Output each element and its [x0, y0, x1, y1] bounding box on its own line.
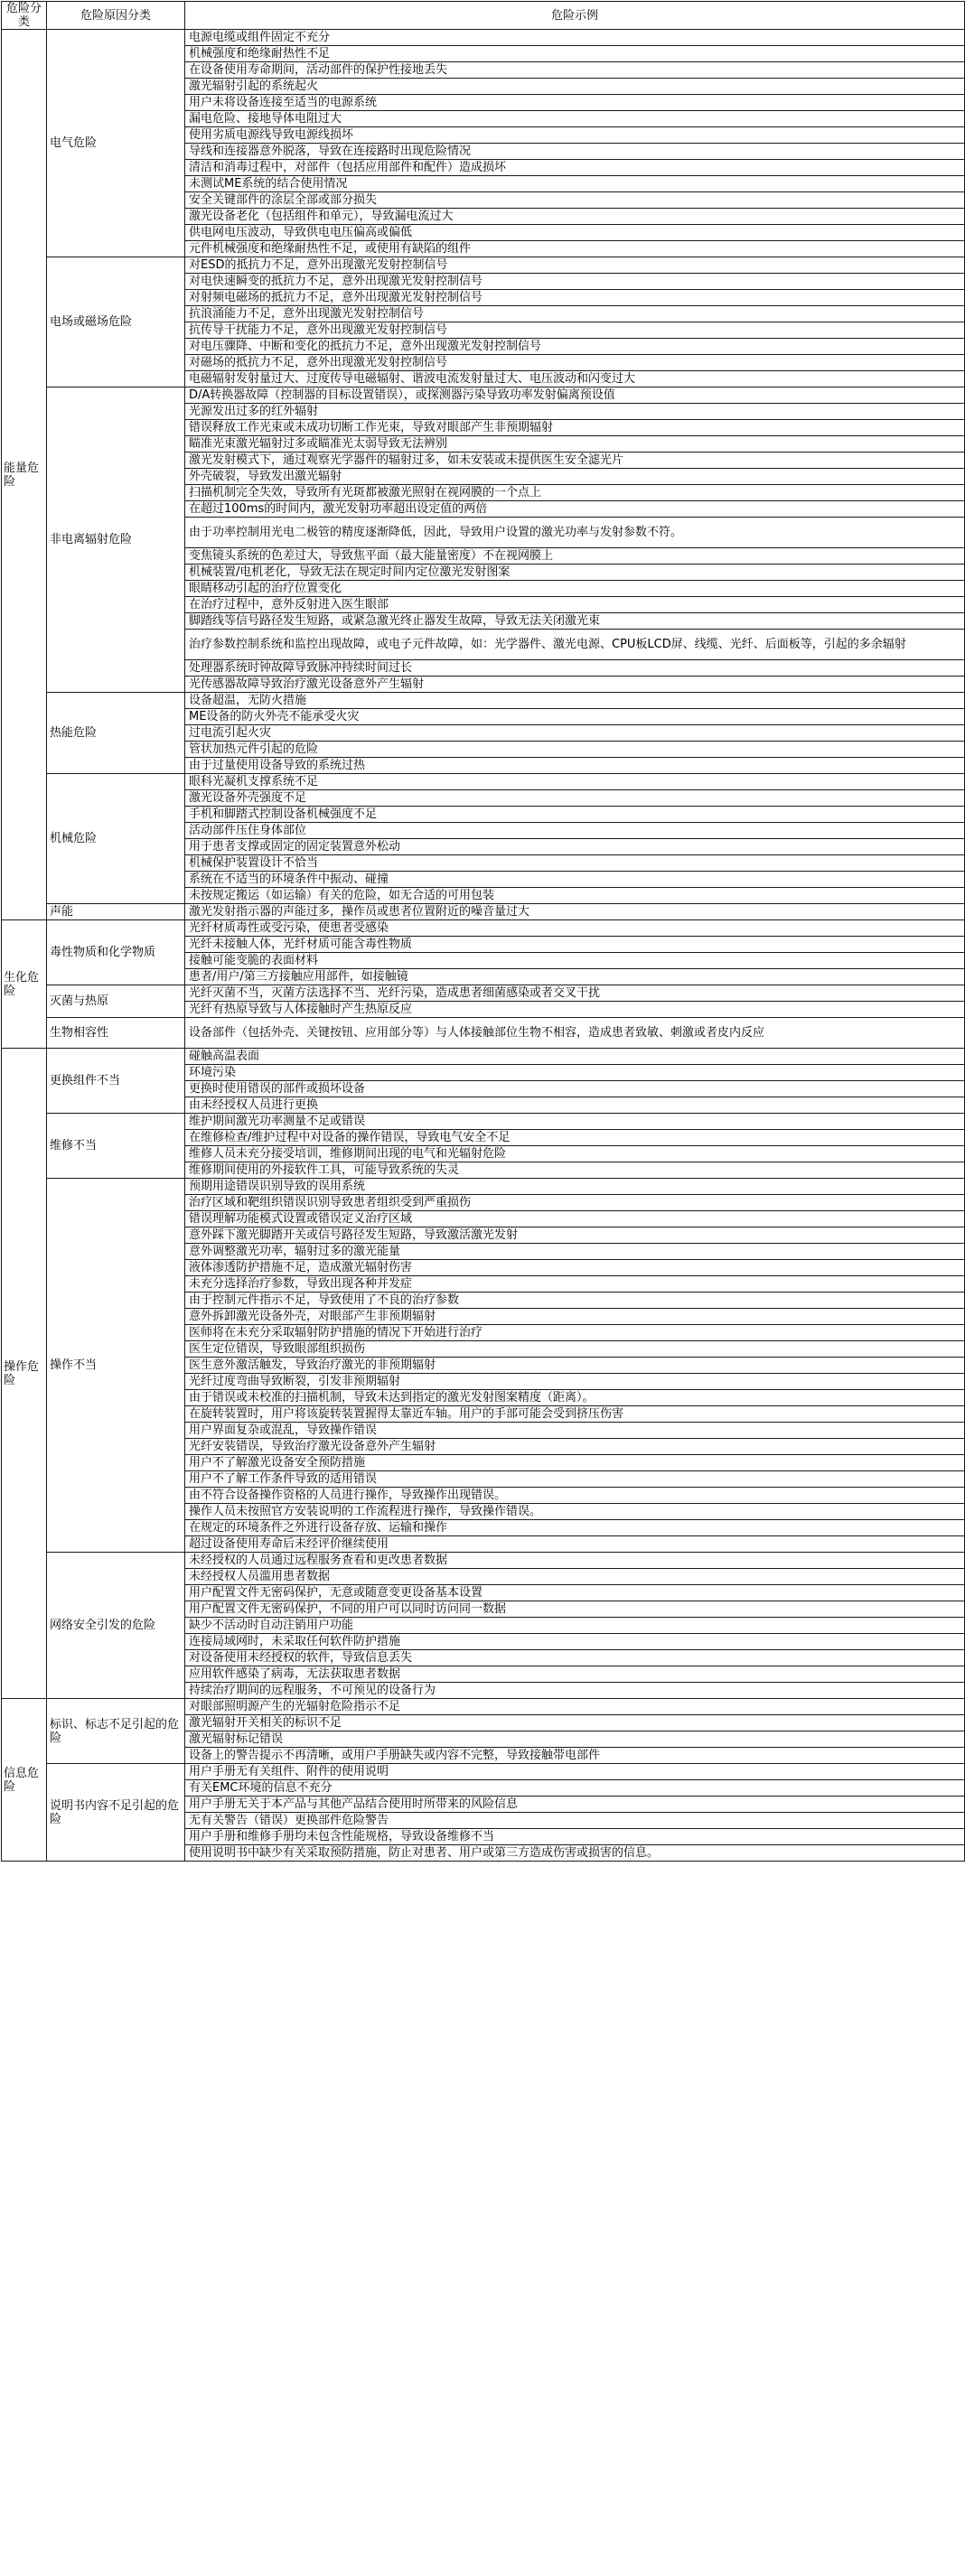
hazard-example-cell: 由未经授权人员进行更换	[185, 1097, 965, 1114]
hazard-example-cell: 在维修检查/维护过程中对设备的操作错误，导致电气安全不足	[185, 1130, 965, 1146]
hazard-table	[1, 1, 965, 1862]
header-row	[2, 2, 965, 30]
hazard-example-cell: 元件机械强度和绝缘耐热性不足，或使用有缺陷的组件	[185, 241, 965, 257]
hazard-example-cell: 用户手册无关于本产品与其他产品结合使用时所带来的风险信息	[185, 1797, 965, 1813]
hazard-example-cell: 用户手册和维修手册均未包含性能规格，导致设备维修不当	[185, 1829, 965, 1845]
hazard-example-cell: 未测试ME系统的结合使用情况	[185, 176, 965, 192]
hazard-example-cell: 过电流引起火灾	[185, 725, 965, 742]
table-row	[2, 920, 965, 937]
cause-category-cell: 电气危险	[47, 30, 185, 257]
hazard-example-cell: 在治疗过程中，意外反射进入医生眼部	[185, 597, 965, 613]
hazard-example-cell: 变焦镜头系统的色差过大，导致焦平面（最大能量密度）不在视网膜上	[185, 548, 965, 565]
cause-category-cell: 更换组件不当	[47, 1049, 185, 1114]
hazard-example-cell: 设备部件（包括外壳、关键按钮、应用部分等）与人体接触部位生物不相容，造成患者致敏、刺激或者皮内反应	[185, 1018, 965, 1049]
hazard-example-cell: 供电网电压波动，导致供电电压偏高或偏低	[185, 225, 965, 241]
table-row	[2, 693, 965, 709]
header-hazard-category: 危险分类	[2, 2, 47, 30]
hazard-example-cell: 外壳破裂，导致发出激光辐射	[185, 469, 965, 485]
hazard-example-cell: 患者/用户/第三方接触应用部件，如接触镜	[185, 969, 965, 985]
hazard-example-cell: 活动部件压住身体部位	[185, 823, 965, 839]
table-body	[2, 30, 965, 1862]
hazard-example-cell: 对电快速瞬变的抵抗力不足，意外出现激光发射控制信号	[185, 274, 965, 290]
hazard-example-cell: 未经授权的人员通过远程服务查看和更改患者数据	[185, 1553, 965, 1569]
table-row	[2, 1699, 965, 1715]
hazard-example-cell: 用户未将设备连接至适当的电源系统	[185, 95, 965, 111]
hazard-example-cell: 对射频电磁场的抵抗力不足，意外出现激光发射控制信号	[185, 290, 965, 306]
hazard-example-cell: 光纤未接触人体，光纤材质可能含毒性物质	[185, 937, 965, 953]
hazard-example-cell: 更换时使用错误的部件或损坏设备	[185, 1081, 965, 1097]
hazard-category-cell: 生化危险	[2, 920, 47, 1049]
hazard-example-cell: 未经授权人员滥用患者数据	[185, 1569, 965, 1585]
table-row	[2, 1553, 965, 1569]
hazard-example-cell: 机械装置/电机老化，导致无法在规定时间内定位激光发射图案	[185, 565, 965, 581]
hazard-example-cell: 维修人员未充分接受培训，维修期间出现的电气和光辐射危险	[185, 1146, 965, 1162]
hazard-example-cell: 医师将在未充分采取辐射防护措施的情况下开始进行治疗	[185, 1325, 965, 1341]
hazard-example-cell: 意外拆卸激光设备外壳，对眼部产生非预期辐射	[185, 1309, 965, 1325]
cause-category-cell: 非电离辐射危险	[47, 387, 185, 693]
hazard-example-cell: 光纤灭菌不当，灭菌方法选择不当、光纤污染，造成患者细菌感染或者交叉干扰	[185, 985, 965, 1002]
hazard-example-cell: 对磁场的抵抗力不足，意外出现激光发射控制信号	[185, 355, 965, 371]
hazard-example-cell: 维护期间激光功率测量不足或错误	[185, 1114, 965, 1130]
cause-category-cell: 标识、标志不足引起的危险	[47, 1699, 185, 1764]
hazard-example-cell: 未充分选择治疗参数，导致出现各种并发症	[185, 1276, 965, 1293]
cause-category-cell: 热能危险	[47, 693, 185, 774]
hazard-example-cell: 清洁和消毒过程中，对部件（包括应用部件和配件）造成损坏	[185, 160, 965, 176]
hazard-example-cell: 治疗区域和靶组织错误识别导致患者组织受到严重损伤	[185, 1195, 965, 1211]
hazard-example-cell: 扫描机制完全失效，导致所有光斑都被激光照射在视网膜的一个点上	[185, 485, 965, 501]
hazard-example-cell: 电源电缆或组件固定不充分	[185, 30, 965, 46]
hazard-example-cell: 无有关警告（错误）更换部件危险警告	[185, 1813, 965, 1829]
hazard-example-cell: 使用说明书中缺少有关采取预防措施，防止对患者、用户或第三方造成伤害或损害的信息。	[185, 1845, 965, 1862]
hazard-example-cell: 意外踩下激光脚踏开关或信号路径发生短路，导致激活激光发射	[185, 1227, 965, 1244]
hazard-example-cell: 抗浪涌能力不足，意外出现激光发射控制信号	[185, 306, 965, 322]
hazard-example-cell: 激光发射模式下，通过观察光学器件的辐射过多，如未安装或未提供医生安全滤光片	[185, 453, 965, 469]
hazard-example-cell: 光纤有热原导致与人体接触时产生热原反应	[185, 1002, 965, 1018]
hazard-example-cell: 在规定的环境条件之外进行设备存放、运输和操作	[185, 1520, 965, 1536]
table-row	[2, 387, 965, 404]
hazard-example-cell: 安全关键部件的涂层全部或部分损失	[185, 192, 965, 209]
hazard-example-cell: ME设备的防火外壳不能承受火灾	[185, 709, 965, 725]
hazard-example-cell: 手机和脚踏式控制设备机械强度不足	[185, 807, 965, 823]
table-row	[2, 774, 965, 790]
hazard-example-cell: 缺少不活动时自动注销用户功能	[185, 1618, 965, 1634]
hazard-example-cell: 管状加热元件引起的危险	[185, 742, 965, 758]
hazard-example-cell: 碰触高温表面	[185, 1049, 965, 1065]
hazard-example-cell: 对设备使用未经授权的软件，导致信息丢失	[185, 1650, 965, 1666]
hazard-example-cell: 治疗参数控制系统和监控出现故障，或电子元件故障，如：光学器件、激光电源、CPU板LCD屏、线缆、光纤、后面板等，引起的多余辐射	[185, 630, 965, 660]
cause-category-cell: 电场或磁场危险	[47, 257, 185, 387]
cause-category-cell: 生物相容性	[47, 1018, 185, 1049]
hazard-example-cell: 连接局域网时，未采取任何软件防护措施	[185, 1634, 965, 1650]
hazard-example-cell: 由于功率控制用光电二极管的精度逐渐降低，因此，导致用户设置的激光功率与发射参数不符。	[185, 518, 965, 548]
hazard-example-cell: 用户配置文件无密码保护，不同的用户可以同时访问同一数据	[185, 1601, 965, 1618]
hazard-example-cell: 导线和连接器意外脱落，导致在连接路时出现危险情况	[185, 144, 965, 160]
hazard-example-cell: 预期用途错误识别导致的误用系统	[185, 1179, 965, 1195]
table-row	[2, 904, 965, 920]
hazard-example-cell: 机械保护装置设计不恰当	[185, 855, 965, 872]
hazard-example-cell: 光源发出过多的红外辐射	[185, 404, 965, 420]
hazard-example-cell: 在旋转装置时，用户将该旋转装置握得太靠近车轴。用户的手部可能会受到挤压伤害	[185, 1406, 965, 1423]
hazard-example-cell: 设备超温，无防火措施	[185, 693, 965, 709]
hazard-example-cell: 对眼部照明源产生的光辐射危险指示不足	[185, 1699, 965, 1715]
hazard-example-cell: 系统在不适当的环境条件中振动、碰撞	[185, 872, 965, 888]
cause-category-cell: 灭菌与热原	[47, 985, 185, 1018]
table-row	[2, 1049, 965, 1065]
hazard-example-cell: 使用劣质电源线导致电源线损坏	[185, 127, 965, 144]
cause-category-cell: 操作不当	[47, 1179, 185, 1553]
cause-category-cell: 声能	[47, 904, 185, 920]
cause-category-cell: 说明书内容不足引起的危险	[47, 1764, 185, 1862]
table-row	[2, 257, 965, 274]
hazard-example-cell: 处理器系统时钟故障导致脉冲持续时间过长	[185, 660, 965, 677]
hazard-example-cell: 医生意外激活触发，导致治疗激光的非预期辐射	[185, 1358, 965, 1374]
hazard-example-cell: 眼睛移动引起的治疗位置变化	[185, 581, 965, 597]
hazard-example-cell: 液体渗透防护措施不足，造成激光辐射伤害	[185, 1260, 965, 1276]
hazard-example-cell: 由于控制元件指示不足，导致使用了不良的治疗参数	[185, 1293, 965, 1309]
hazard-example-cell: 在超过100ms的时间内，激光发射功率超出设定值的两倍	[185, 501, 965, 518]
hazard-example-cell: 漏电危险、接地导体电阻过大	[185, 111, 965, 127]
hazard-example-cell: 设备上的警告提示不再清晰，或用户手册缺失或内容不完整，导致接触带电部件	[185, 1748, 965, 1764]
hazard-example-cell: 激光设备外壳强度不足	[185, 790, 965, 807]
hazard-example-cell: 维修期间使用的外接软件工具，可能导致系统的失灵	[185, 1162, 965, 1179]
hazard-example-cell: 持续治疗期间的远程服务，不可预见的设备行为	[185, 1683, 965, 1699]
hazard-example-cell: 接触可能变脆的表面材料	[185, 953, 965, 969]
hazard-example-cell: 用户手册无有关组件、附件的使用说明	[185, 1764, 965, 1780]
hazard-example-cell: 激光设备老化（包括组件和单元），导致漏电流过大	[185, 209, 965, 225]
header-cause-category: 危险原因分类	[47, 2, 185, 30]
hazard-example-cell: 用户配置文件无密码保护，无意或随意变更设备基本设置	[185, 1585, 965, 1601]
hazard-example-cell: 错误释放工作光束或未成功切断工作光束，导致对眼部产生非预期辐射	[185, 420, 965, 436]
hazard-example-cell: 脚踏线等信号路径发生短路，或紧急激光终止器发生故障，导致无法关闭激光束	[185, 613, 965, 630]
hazard-example-cell: 激光发射指示器的声能过多，操作员或患者位置附近的噪音量过大	[185, 904, 965, 920]
table-row	[2, 1018, 965, 1049]
hazard-category-cell: 操作危险	[2, 1049, 47, 1699]
table-row	[2, 30, 965, 46]
hazard-example-cell: 对ESD的抵抗力不足，意外出现激光发射控制信号	[185, 257, 965, 274]
hazard-example-cell: 由不符合设备操作资格的人员进行操作，导致操作出现错误。	[185, 1488, 965, 1504]
hazard-example-cell: 医生定位错误，导致眼部组织损伤	[185, 1341, 965, 1358]
hazard-example-cell: D/A转换器故障（控制器的目标设置错误），或探测器污染导致功率发射偏离预设值	[185, 387, 965, 404]
cause-category-cell: 维修不当	[47, 1114, 185, 1179]
hazard-example-cell: 用户不了解工作条件导致的适用错误	[185, 1471, 965, 1488]
table-row	[2, 1179, 965, 1195]
hazard-category-cell: 信息危险	[2, 1699, 47, 1862]
hazard-example-cell: 由于过量使用设备导致的系统过热	[185, 758, 965, 774]
hazard-example-cell: 超过设备使用寿命后未经评价继续使用	[185, 1536, 965, 1553]
hazard-example-cell: 意外调整激光功率，辐射过多的激光能量	[185, 1244, 965, 1260]
hazard-example-cell: 在设备使用寿命期间，活动部件的保护性接地丢失	[185, 62, 965, 79]
table-row	[2, 985, 965, 1002]
hazard-example-cell: 光纤过度弯曲导致断裂，引发非预期辐射	[185, 1374, 965, 1390]
cause-category-cell: 网络安全引发的危险	[47, 1553, 185, 1699]
hazard-example-cell: 有关EMC环境的信息不充分	[185, 1780, 965, 1797]
table-row	[2, 1764, 965, 1780]
hazard-example-cell: 用户界面复杂或混乱，导致操作错误	[185, 1423, 965, 1439]
hazard-example-cell: 未按规定搬运（如运输）有关的危险，如无合适的可用包装	[185, 888, 965, 904]
header-hazard-example: 危险示例	[185, 2, 965, 30]
hazard-example-cell: 激光辐射开关相关的标识不足	[185, 1715, 965, 1731]
hazard-example-cell: 机械强度和绝缘耐热性不足	[185, 46, 965, 62]
hazard-example-cell: 光传感器故障导致治疗激光设备意外产生辐射	[185, 677, 965, 693]
hazard-example-cell: 对电压骤降、中断和变化的抵抗力不足，意外出现激光发射控制信号	[185, 339, 965, 355]
hazard-example-cell: 应用软件感染了病毒，无法获取患者数据	[185, 1666, 965, 1683]
hazard-example-cell: 电磁辐射发射量过大、过度传导电磁辐射、谐波电流发射量过大、电压波动和闪变过大	[185, 371, 965, 387]
hazard-example-cell: 用于患者支撑或固定的固定装置意外松动	[185, 839, 965, 855]
hazard-example-cell: 环境污染	[185, 1065, 965, 1081]
cause-category-cell: 机械危险	[47, 774, 185, 904]
hazard-example-cell: 抗传导干扰能力不足，意外出现激光发射控制信号	[185, 322, 965, 339]
hazard-example-cell: 错误理解功能模式设置或错误定义治疗区域	[185, 1211, 965, 1227]
hazard-example-cell: 光纤材质毒性或受污染，使患者受感染	[185, 920, 965, 937]
hazard-category-cell: 能量危险	[2, 30, 47, 920]
hazard-example-cell: 操作人员未按照官方安装说明的工作流程进行操作，导致操作错误。	[185, 1504, 965, 1520]
hazard-example-cell: 光纤安装错误，导致治疗激光设备意外产生辐射	[185, 1439, 965, 1455]
hazard-example-cell: 瞄准光束激光辐射过多或瞄准光太弱导致无法辨别	[185, 436, 965, 453]
hazard-example-cell: 用户不了解激光设备安全预防措施	[185, 1455, 965, 1471]
hazard-example-cell: 眼科光凝机支撑系统不足	[185, 774, 965, 790]
hazard-example-cell: 激光辐射标记错误	[185, 1731, 965, 1748]
cause-category-cell: 毒性物质和化学物质	[47, 920, 185, 985]
hazard-example-cell: 由于错误或未校准的扫描机制，导致未达到指定的激光发射图案精度（距离）。	[185, 1390, 965, 1406]
table-row	[2, 1114, 965, 1130]
hazard-example-cell: 激光辐射引起的系统起火	[185, 79, 965, 95]
